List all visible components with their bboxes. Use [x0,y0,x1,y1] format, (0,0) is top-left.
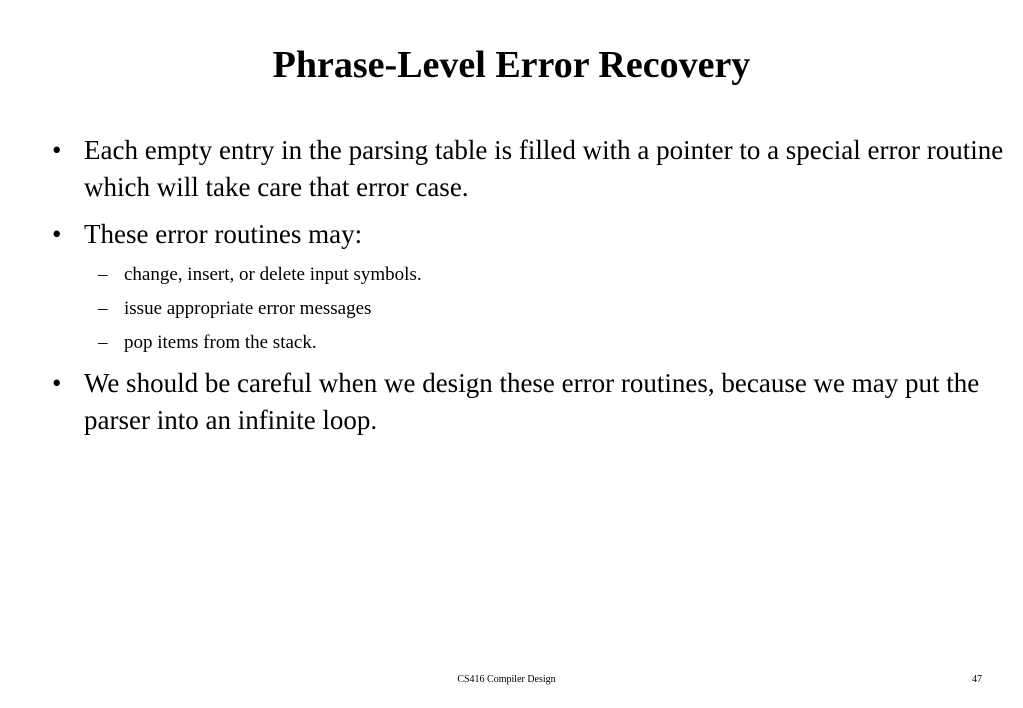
bullet-marker: • [52,135,62,165]
bullet-text: Each empty entry in the parsing table is filled with a pointer to a special error routine which will take care that error case. [84,135,1004,202]
bullet-marker: • [52,368,62,398]
sub-bullet-text: issue appropriate error messages [124,298,372,319]
bullet-text: These error routines may: [84,219,363,249]
bullet-marker: • [52,219,62,249]
sub-bullet-marker: – [98,332,108,353]
sub-bullet-item [48,329,1008,357]
sub-bullet-list [48,261,1008,357]
footer-course-name: CS416 Compiler Design [457,674,556,685]
sub-bullet-text: pop items from the stack. [124,332,317,353]
bullet-list [48,132,1008,449]
sub-bullet-marker: – [98,298,108,319]
sub-bullet-item [48,295,1008,323]
sub-bullet-item [48,261,1008,289]
bullet-text: We should be careful when we design these error routines, because we may put the parser into an infinite loop. [84,368,980,435]
footer-page-number: 47 [972,674,982,685]
sub-bullet-text: change, insert, or delete input symbols. [124,264,422,285]
sub-bullet-marker: – [98,264,108,285]
bullet-item [48,132,1008,206]
bullet-item [48,216,1008,253]
bullet-item [48,365,1008,439]
slide-title: Phrase-Level Error Recovery [272,44,751,86]
